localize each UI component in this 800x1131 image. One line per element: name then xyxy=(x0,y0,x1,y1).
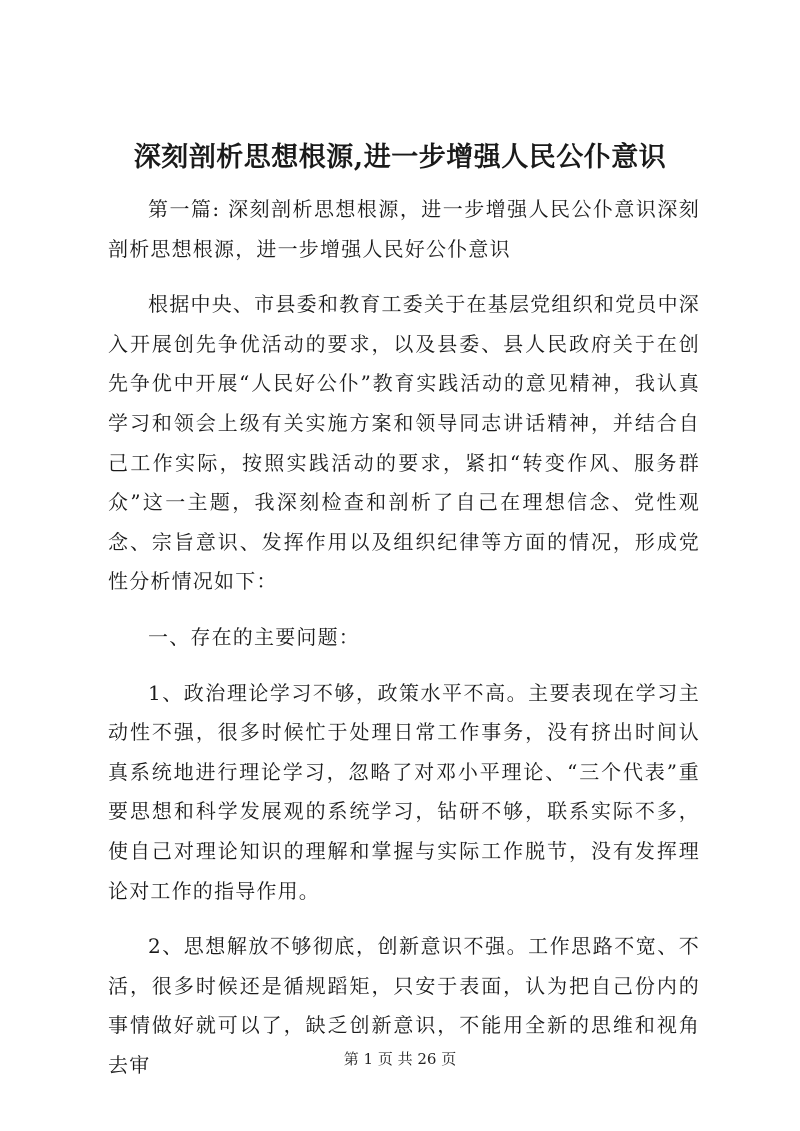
document-title: 深刻剖析思想根源,进一步增强人民公仆意识 xyxy=(133,142,667,173)
paragraph-intro: 第一篇: 深刻剖析思想根源，进一步增强人民公仆意识深刻剖析思想根源，进一步增强人民好公仆意识 xyxy=(108,197,700,261)
document-body xyxy=(108,190,700,1085)
page-number-footer: 第 1 页 共 26 页 xyxy=(343,1050,457,1068)
paragraph-problem-1: 1、政治理论学习不够，政策水平不高。主要表现在学习主动性不强，很多时候忙于处理日常工作事务，没有挤出时间认真系统地进行理论学习，忽略了对邓小平理论、“三个代表”重要思想和科学发展观的系统学习，钻研不够，联系实际不多，使自己对理论知识的理解和掌握与实际工作脱节，没有发挥理论对工作的指导作用。 xyxy=(108,680,700,903)
section-heading-problems: 一、存在的主要问题： xyxy=(148,624,360,649)
paragraph-background: 根据中央、市县委和教育工委关于在基层党组织和党员中深入开展创先争优活动的要求，以及县委、县人民政府关于在创先争优中开展“人民好公仆”教育实践活动的意见精神，我认真学习和领会上级有关实施方案和领导同志讲话精神，并结合自己工作实际，按照实践活动的要求，紧扣“转变作风、服务群众”这一主题，我深刻检查和剖析了自己在理想信念、党性观念、宗旨意识、发挥作用以及组织纪律等方面的情况，形成党性分析情况如下： xyxy=(108,292,700,594)
paragraph-problem-2: 2、思想解放不够彻底，创新意识不强。工作思路不宽、不活，很多时候还是循规蹈矩，只安于表面，认为把自己份内的事情做好就可以了，缺乏创新意识，不能用全新的思维和视角去审 xyxy=(108,934,700,1077)
